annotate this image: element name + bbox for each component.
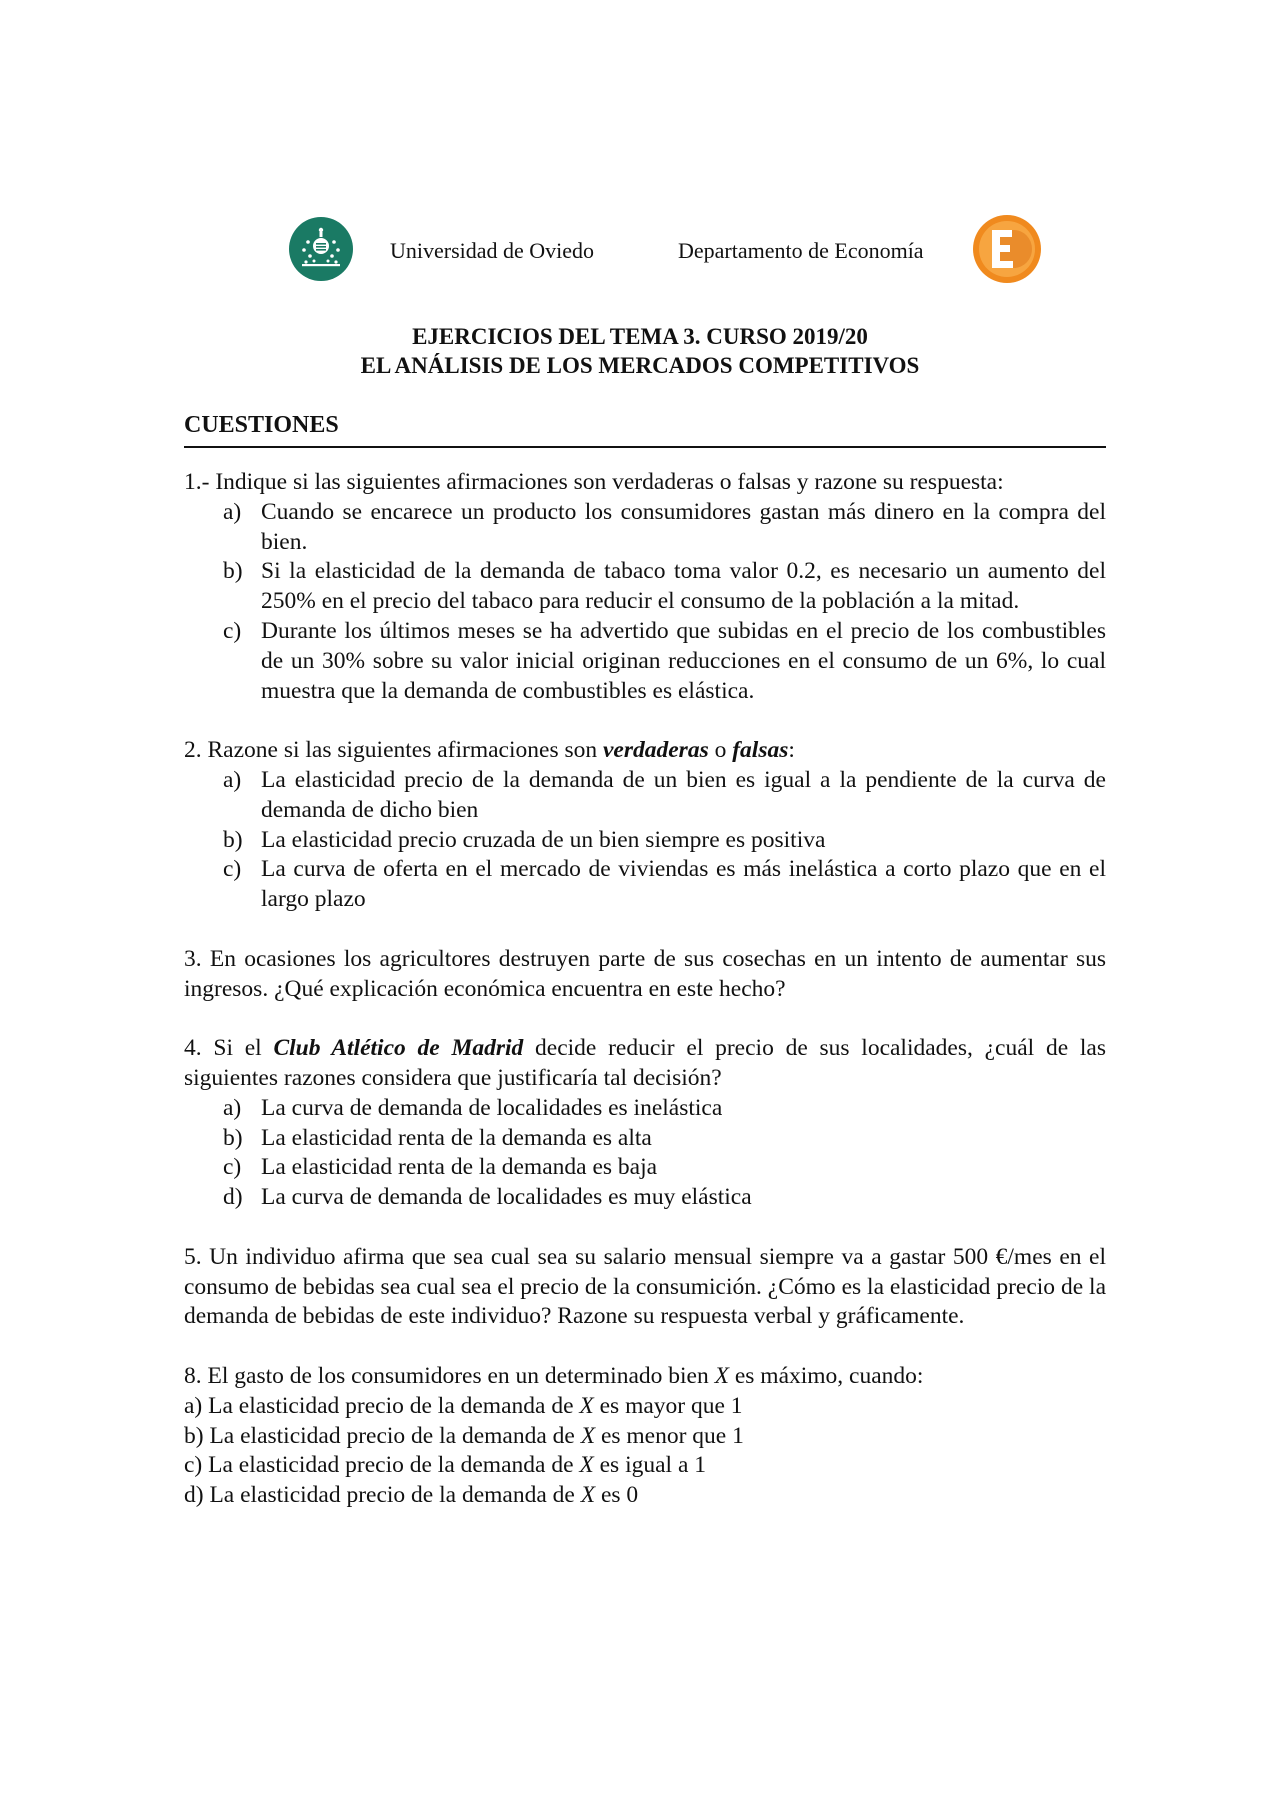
stem-text: 8. El gasto de los consumidores en un determinado bien bbox=[184, 1362, 715, 1389]
option-text: b) La elasticidad precio de la demanda de bbox=[184, 1422, 581, 1449]
option-text: es igual a 1 bbox=[593, 1452, 706, 1479]
option-text: La elasticidad precio de la demanda de un bien es igual a la pendiente de la curva de demanda de dicho bien bbox=[261, 766, 1106, 823]
option-item bbox=[223, 498, 1106, 558]
stem-text: 2. Razone si las siguientes afirmaciones son bbox=[184, 737, 603, 764]
question-1-stem: 1.- Indique si las siguientes afirmaciones son verdaderas o falsas y razone su respuesta: bbox=[184, 469, 1004, 495]
option-text: es mayor que 1 bbox=[593, 1392, 743, 1419]
option-item bbox=[223, 617, 1106, 706]
option-label: a) bbox=[223, 498, 242, 525]
variable-x: X bbox=[579, 1452, 594, 1479]
question-4-stem bbox=[184, 1034, 1106, 1094]
question-8 bbox=[184, 1362, 1106, 1511]
variable-x: X bbox=[714, 1362, 729, 1389]
stem-text: 4. Si el bbox=[184, 1035, 274, 1062]
variable-x: X bbox=[579, 1392, 594, 1419]
section-divider bbox=[184, 446, 1106, 448]
department-name: Departamento de Economía bbox=[678, 238, 924, 263]
option-text: Si la elasticidad de la demanda de tabaco toma valor 0.2, es necesario un aumento del 250% en el precio del tabaco para reducir el consumo de la población a la mitad. bbox=[261, 558, 1106, 615]
question-8-stem bbox=[184, 1362, 1106, 1392]
document-title-line2: EL ANÁLISIS DE LOS MERCADOS COMPETITIVOS bbox=[360, 353, 920, 378]
option-text: Cuando se encarece un producto los consumidores gastan más dinero en la compra del bien. bbox=[261, 498, 1106, 555]
document-title-line1: EJERCICIOS DEL TEMA 3. CURSO 2019/20 bbox=[412, 324, 868, 349]
question-1-options bbox=[184, 498, 1106, 707]
variable-x: X bbox=[580, 1422, 596, 1449]
section-heading: CUESTIONES bbox=[184, 412, 339, 438]
option-item bbox=[223, 1094, 1106, 1124]
option-text: La elasticidad precio cruzada de un bien siempre es positiva bbox=[261, 826, 826, 853]
stem-text: es máximo, cuando: bbox=[728, 1362, 924, 1389]
variable-x: X bbox=[580, 1482, 596, 1509]
option-text: d) La elasticidad precio de la demanda de bbox=[184, 1482, 581, 1509]
option-item bbox=[184, 1481, 1106, 1511]
option-item bbox=[223, 1153, 1106, 1183]
option-label: a) bbox=[223, 766, 242, 793]
option-text: La curva de demanda de localidades es inelástica bbox=[261, 1094, 723, 1121]
question-1 bbox=[184, 468, 1106, 706]
option-item bbox=[184, 1451, 1106, 1481]
option-label: b) bbox=[223, 1124, 243, 1151]
question-4-options bbox=[184, 1094, 1106, 1213]
option-label: c) bbox=[223, 617, 242, 644]
option-text: La elasticidad renta de la demanda es baja bbox=[261, 1154, 658, 1181]
questions-body bbox=[184, 468, 1106, 1511]
option-label: b) bbox=[223, 826, 243, 853]
option-label: c) bbox=[223, 856, 242, 883]
option-text: es 0 bbox=[595, 1482, 639, 1509]
emphasis-false: falsas bbox=[732, 737, 789, 764]
stem-text: : bbox=[788, 737, 795, 764]
question-2-stem bbox=[184, 736, 1106, 766]
question-3-stem: 3. En ocasiones los agricultores destruyen parte de sus cosechas en un intento de aumentar sus ingresos. ¿Qué explicación económica encuentra en este hecho? bbox=[184, 945, 1106, 1002]
option-text: La elasticidad renta de la demanda es alta bbox=[261, 1124, 652, 1151]
question-2 bbox=[184, 736, 1106, 915]
option-label: b) bbox=[223, 558, 243, 585]
stem-text: decide reducir el precio de sus localidades, ¿cuál de las siguientes razones considera que justificaría tal decisión? bbox=[184, 1035, 1106, 1091]
option-item bbox=[184, 1392, 1106, 1422]
option-text: La curva de oferta en el mercado de viviendas es más inelástica a corto plazo que en el largo plazo bbox=[261, 856, 1106, 913]
option-item bbox=[184, 1422, 1106, 1452]
option-label: a) bbox=[223, 1094, 242, 1121]
question-5 bbox=[184, 1243, 1106, 1332]
option-item bbox=[223, 826, 1106, 856]
option-text: a) La elasticidad precio de la demanda de bbox=[184, 1392, 580, 1419]
question-5-stem: 5. Un individuo afirma que sea cual sea su salario mensual siempre va a gastar 500 €/mes en el consumo de bebidas sea cual sea el precio de la consumición. ¿Cómo es la elasticidad precio de la demanda de bebidas de este individuo? Razone su respuesta verbal y gráficamente. bbox=[184, 1243, 1106, 1330]
option-item bbox=[223, 1124, 1106, 1154]
emphasis-club-name: Club Atlético de Madrid bbox=[273, 1035, 524, 1062]
emphasis-true: verdaderas bbox=[602, 737, 709, 764]
question-3 bbox=[184, 945, 1106, 1005]
option-item bbox=[223, 855, 1106, 915]
question-4 bbox=[184, 1034, 1106, 1213]
option-label: d) bbox=[223, 1184, 243, 1211]
option-text: La curva de demanda de localidades es muy elástica bbox=[261, 1184, 752, 1211]
option-label: c) bbox=[223, 1154, 242, 1181]
university-name: Universidad de Oviedo bbox=[390, 238, 595, 263]
question-2-options bbox=[184, 766, 1106, 915]
option-item bbox=[223, 766, 1106, 826]
economics-department-logo bbox=[972, 214, 1042, 284]
option-text: es menor que 1 bbox=[595, 1422, 744, 1449]
stem-text: o bbox=[708, 737, 733, 764]
option-text: c) La elasticidad precio de la demanda de bbox=[184, 1452, 580, 1479]
option-text: Durante los últimos meses se ha advertido que subidas en el precio de los combustibles de un 30% sobre su valor inicial originan reducciones en el consumo de un 6%, lo cual muestra que la demanda de combustibles es elástica. bbox=[261, 617, 1106, 704]
university-logo bbox=[288, 216, 354, 282]
option-item bbox=[223, 1183, 1106, 1213]
option-item bbox=[223, 557, 1106, 617]
